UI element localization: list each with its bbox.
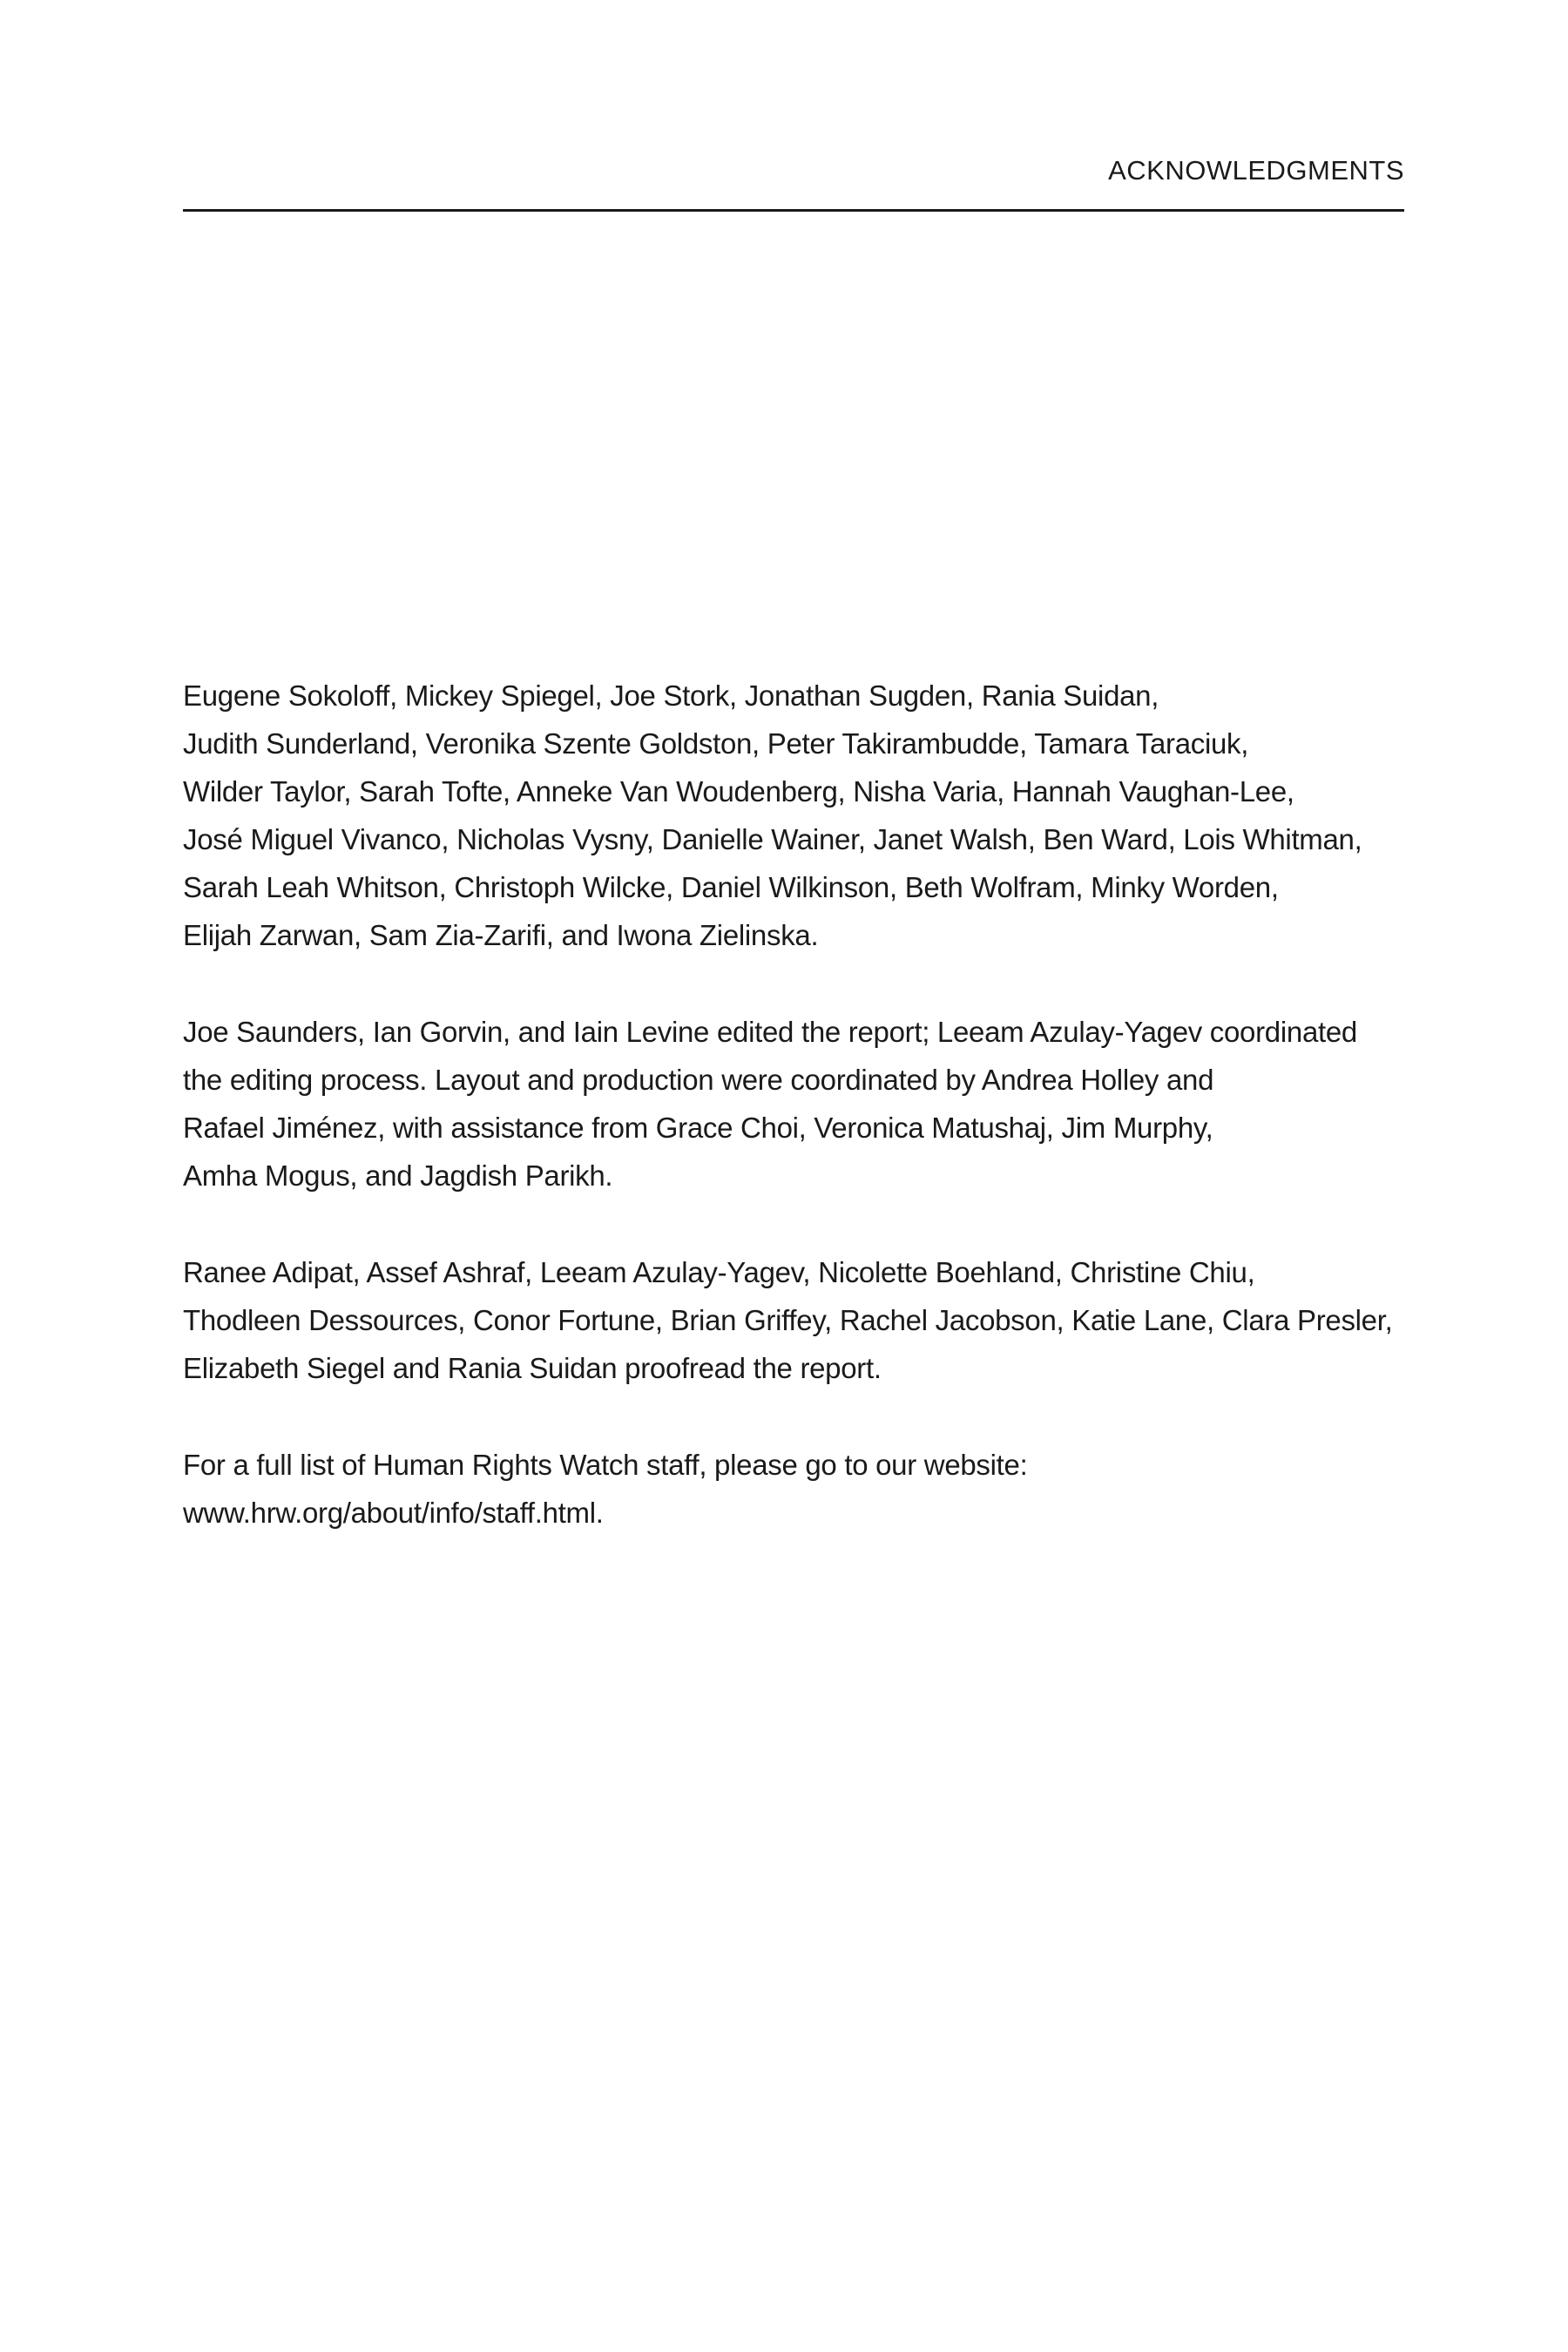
proofreaders-paragraph (183, 1248, 1420, 1392)
page-header (183, 153, 1404, 212)
text-line: Sarah Leah Whitson, Christoph Wilcke, Daniel Wilkinson, Beth Wolfram, Minky Worden, (183, 871, 1279, 903)
text-line: José Miguel Vivanco, Nicholas Vysny, Danielle Wainer, Janet Walsh, Ben Ward, Lois Whitman, (183, 823, 1362, 855)
text-line: Elijah Zarwan, Sam Zia-Zarifi, and Iwona Zielinska. (183, 919, 819, 951)
section-title: ACKNOWLEDGMENTS (1108, 155, 1404, 186)
text-line: For a full list of Human Rights Watch staff, please go to our website: (183, 1449, 1028, 1481)
text-line: Joe Saunders, Ian Gorvin, and Iain Levine edited the report; Leeam Azulay-Yagev coordinated (183, 1016, 1357, 1048)
text-line: Thodleen Dessources, Conor Fortune, Brian Griffey, Rachel Jacobson, Katie Lane, Clara Presler, (183, 1304, 1393, 1336)
text-line: Ranee Adipat, Assef Ashraf, Leeam Azulay-Yagev, Nicolette Boehland, Christine Chiu, (183, 1256, 1255, 1288)
website-paragraph (183, 1441, 1420, 1537)
text-line: Amha Mogus, and Jagdish Parikh. (183, 1159, 613, 1192)
staff-names-paragraph (183, 672, 1420, 959)
text-line: Elizabeth Siegel and Rania Suidan proofread the report. (183, 1352, 882, 1384)
staff-url-text: www.hrw.org/about/info/staff.html. (183, 1497, 604, 1529)
acknowledgments-body (183, 672, 1420, 1585)
editors-paragraph (183, 1008, 1420, 1200)
text-line: the editing process. Layout and production were coordinated by Andrea Holley and (183, 1064, 1214, 1096)
text-line: Eugene Sokoloff, Mickey Spiegel, Joe Stork, Jonathan Sugden, Rania Suidan, (183, 679, 1159, 712)
text-line: Judith Sunderland, Veronika Szente Goldston, Peter Takirambudde, Tamara Taraciuk, (183, 727, 1249, 760)
text-line: Wilder Taylor, Sarah Tofte, Anneke Van Woudenberg, Nisha Varia, Hannah Vaughan-Lee, (183, 775, 1294, 808)
text-line: Rafael Jiménez, with assistance from Grace Choi, Veronica Matushaj, Jim Murphy, (183, 1112, 1213, 1144)
